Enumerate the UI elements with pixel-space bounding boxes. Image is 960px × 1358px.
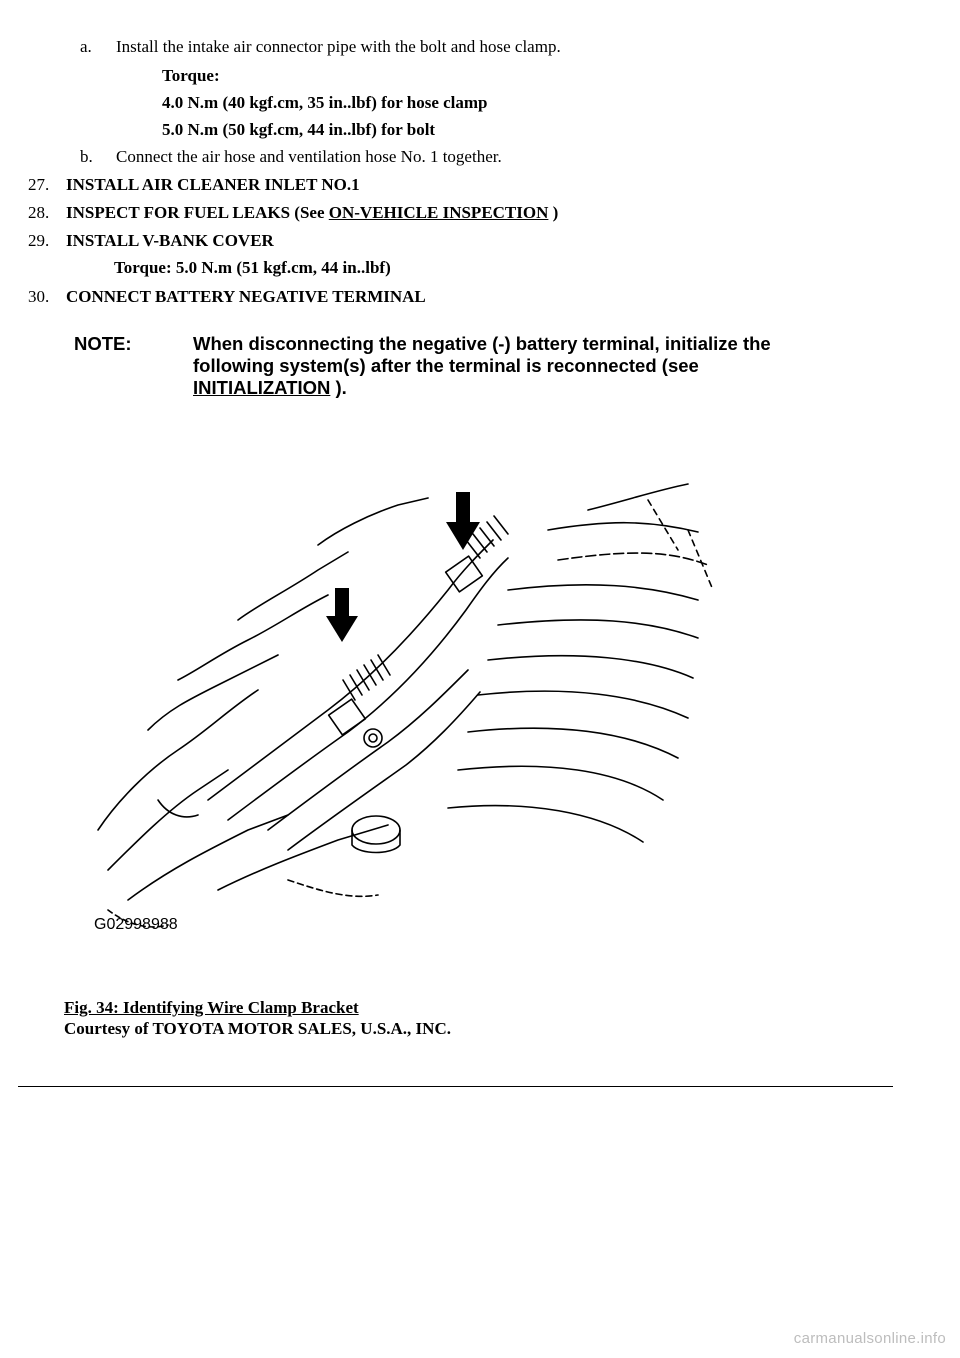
step-a: [80, 36, 561, 58]
figure-caption-link[interactable]: Fig. 34: Identifying Wire Clamp Bracket: [64, 998, 359, 1017]
torque-hose-clamp: 4.0 N.m (40 kgf.cm, 35 in..lbf) for hose clamp: [162, 93, 488, 112]
step-b: [80, 146, 502, 168]
figure-caption: [64, 997, 359, 1019]
step-a-marker: a.: [80, 37, 92, 56]
torque-bolt: 5.0 N.m (50 kgf.cm, 44 in..lbf) for bolt: [162, 120, 436, 139]
arrow-down-icon: [446, 492, 480, 550]
note-line-3: [193, 377, 347, 399]
step-a-text: Install the intake air connector pipe with the bolt and hose clamp.: [116, 37, 561, 56]
step-29: [28, 230, 274, 252]
step-29-num: 29.: [28, 231, 50, 250]
step-29-torque: Torque: 5.0 N.m (51 kgf.cm, 44 in..lbf): [114, 258, 391, 277]
step-28-text: INSPECT FOR FUEL LEAKS (See: [66, 203, 329, 222]
arrow-down-icon: [326, 588, 358, 642]
step-28-num: 28.: [28, 203, 50, 222]
step-30-text: CONNECT BATTERY NEGATIVE TERMINAL: [66, 287, 426, 306]
step-28: [28, 202, 558, 224]
step-b-marker: b.: [80, 147, 93, 166]
initialization-link[interactable]: INITIALIZATION: [193, 377, 331, 398]
note-line-3-after: ).: [330, 377, 347, 398]
torque-label: Torque:: [162, 66, 220, 85]
step-30: [28, 286, 426, 308]
step-29-text: INSTALL V-BANK COVER: [66, 231, 274, 250]
step-30-num: 30.: [28, 287, 50, 306]
figure-id: G02998988: [94, 916, 178, 933]
step-27-num: 27.: [28, 175, 50, 194]
note-line-1: When disconnecting the negative (-) battery terminal, initialize the: [193, 333, 771, 354]
on-vehicle-inspection-link[interactable]: ON-VEHICLE INSPECTION: [328, 203, 549, 222]
watermark: carmanualsonline.info: [793, 1330, 946, 1347]
figure-credit: Courtesy of TOYOTA MOTOR SALES, U.S.A., INC.: [64, 1019, 451, 1038]
note-line-2: following system(s) after the terminal is reconnected (see: [193, 355, 699, 376]
step-28-text-after: ): [548, 203, 559, 222]
hose-assembly: [208, 516, 508, 853]
step-27-text: INSTALL AIR CLEANER INLET NO.1: [66, 175, 360, 194]
note-label: NOTE:: [74, 333, 132, 354]
engine-block: [98, 498, 428, 927]
step-27: [28, 174, 360, 196]
page-divider: [18, 1086, 893, 1087]
engine-illustration: [88, 470, 728, 940]
step-b-text: Connect the air hose and ventilation hose No. 1 together.: [116, 147, 502, 166]
